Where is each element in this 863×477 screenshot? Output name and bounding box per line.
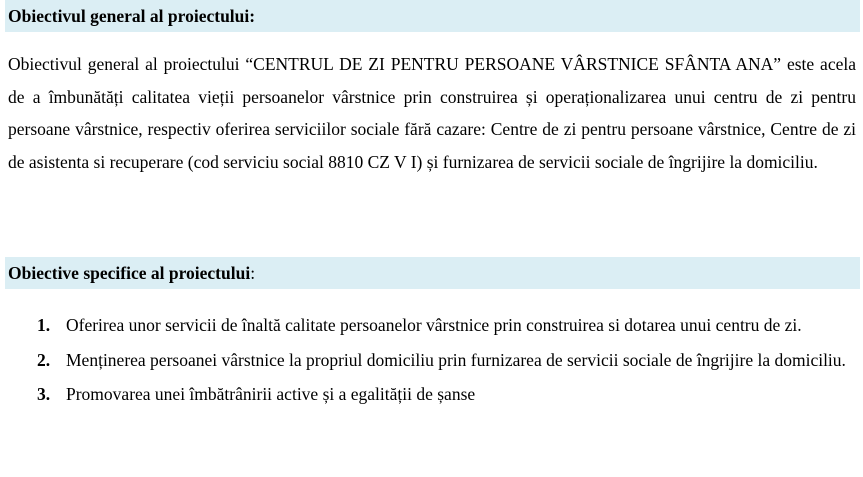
list-item-text: Menținerea persoanei vârstnice la propriul domiciliu prin furnizarea de servicii sociale de îngrijire la domiciliu. bbox=[66, 349, 846, 370]
list-item bbox=[0, 343, 863, 378]
list-item-number: 3. bbox=[37, 384, 51, 404]
list-item-text: Promovarea unei îmbătrânirii active și a egalității de șanse bbox=[66, 384, 476, 404]
list-item-number: 1. bbox=[37, 315, 51, 335]
general-objective-heading-text: Obiectivul general al proiectului: bbox=[8, 6, 256, 26]
list-item-number: 2. bbox=[37, 349, 51, 370]
specific-objectives-heading-colon: : bbox=[250, 263, 256, 283]
specific-objectives-heading-text: Obiective specifice al proiectului bbox=[8, 263, 251, 283]
specific-objectives-list bbox=[0, 308, 863, 412]
list-item-text: Oferirea unor servicii de înaltă calitate persoanelor vârstnice prin construirea si dotarea unui centru de zi. bbox=[66, 315, 802, 335]
general-objective-paragraph: Obiectivul general al proiectului “CENTRUL DE ZI PENTRU PERSOANE VÂRSTNICE SFÂNTA ANA” este acela de a îmbunătăți calitatea vieții persoanelor vârstnice prin construirea și operaționalizarea unui centru de zi pentru persoane vârstnice, respectiv oferirea serviciilor sociale fără cazare: Centre de zi pentru persoane vârstnice, Centre de zi de asistenta si recuperare (cod serviciu social 8810 CZ V I) și furnizarea de servicii sociale de îngrijire la domiciliu. bbox=[8, 54, 856, 173]
specific-objectives-heading bbox=[5, 257, 860, 289]
general-objective-heading bbox=[5, 0, 860, 32]
list-item bbox=[0, 308, 863, 343]
list-item bbox=[0, 377, 863, 412]
